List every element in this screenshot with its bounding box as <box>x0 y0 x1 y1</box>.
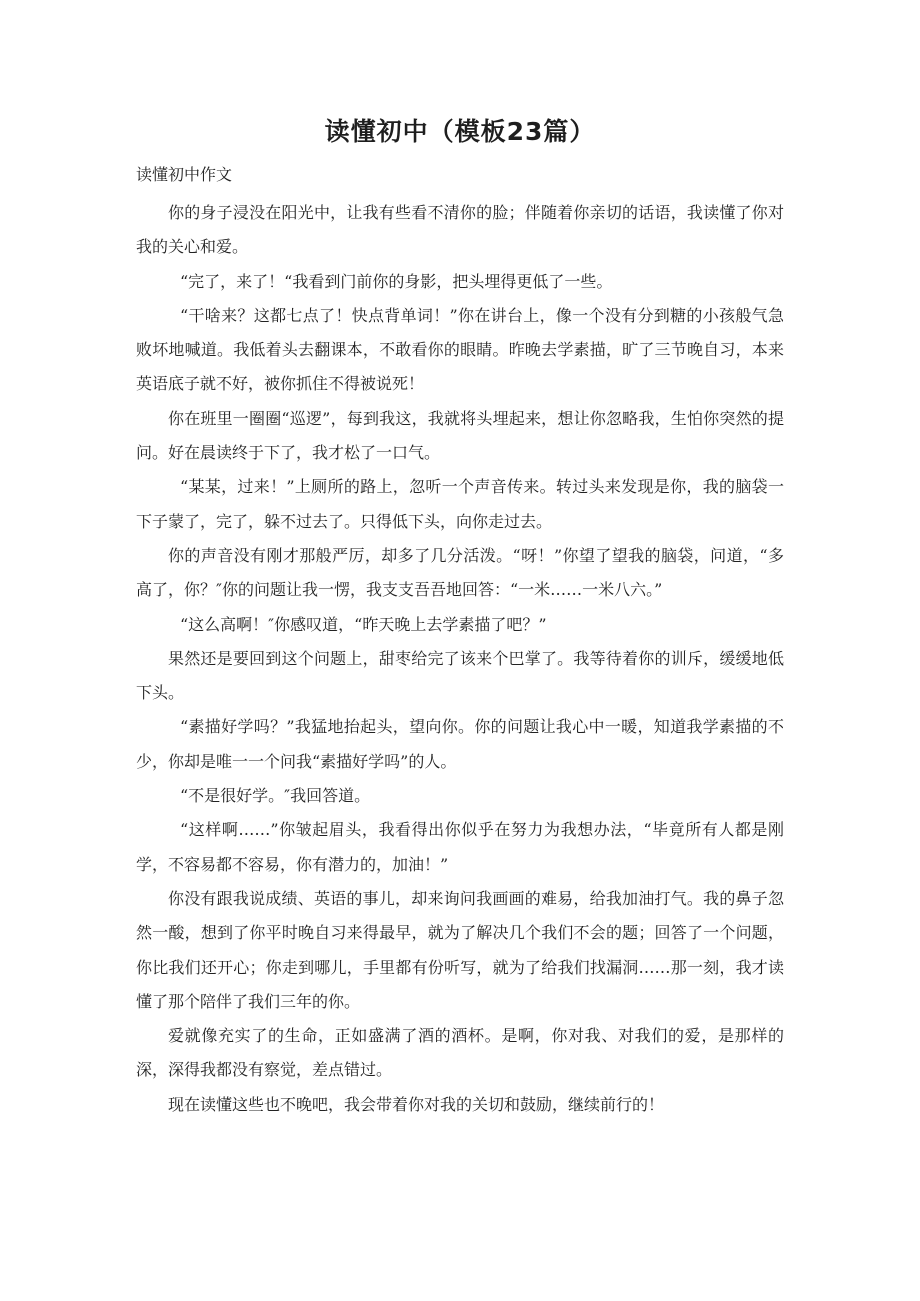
paragraph: 你在班里一圈圈“巡逻”，每到我这，我就将头埋起来，想让你忽略我，生怕你突然的提问。好在晨读终于下了，我才松了一口气。 <box>136 408 784 463</box>
paragraph: “素描好学吗？”我猛地抬起头，望向你。你的问题让我心中一暖，知道我学素描的不少，你却是唯一一个问我“素描好学吗”的人。 <box>136 717 784 771</box>
paragraph: 现在读懂这些也不晚吧，我会带着你对我的关切和鼓励，继续前行的！ <box>168 1094 665 1114</box>
paragraph: 你没有跟我说成绩、英语的事儿，却来询问我画画的难易，给我加油打气。我的鼻子忽然一酸，想到了你平时晚自习来得最早，就为了解决几个我们不会的题；回答了一个问题，你比我们还开心；你走到哪儿，手里都有份听写，就为了给我们找漏洞……那一刻，我才读懂了那个陪伴了我们三年的你。 <box>136 888 784 1011</box>
paragraph: “干啥来？这都七点了！快点背单词！”你在讲台上，像一个没有分到糖的小孩般气急败坏地喊道。我低着头去翻课本，不敢看你的眼睛。昨晚去学素描，旷了三节晚自习，本来英语底子就不好，被你抓住不得被说死！ <box>136 305 784 394</box>
paragraph: 你的身子浸没在阳光中，让我有些看不清你的脸；伴随着你亲切的话语，我读懂了你对我的关心和爱。 <box>136 203 784 257</box>
document-subtitle: 读懂初中作文 <box>136 165 233 184</box>
paragraph: “这么高啊！″你感叹道，“昨天晚上去学素描了吧？” <box>180 614 547 634</box>
paragraph: “完了，来了！“我看到门前你的身影，把头埋得更低了一些。 <box>180 271 613 291</box>
paragraph: “这样啊……”你皱起眉头，我看得出你似乎在努力为我想办法，“毕竟所有人都是刚学，不容易都不容易，你有潜力的，加油！” <box>136 820 784 874</box>
paragraph: “不是很好学。″我回答道。 <box>180 786 371 806</box>
paragraph: 爱就像充实了的生命，正如盛满了酒的酒杯。是啊，你对我、对我们的爱，是那样的深，深得我都没有察觉，差点错过。 <box>136 1026 784 1080</box>
paragraph: 果然还是要回到这个问题上，甜枣给完了该来个巴掌了。我等待着你的训斥，缓缓地低下头。 <box>136 648 784 703</box>
document-title: 读懂初中（模板23篇） <box>324 117 596 146</box>
paragraph: “某某，过来！”上厕所的路上，忽听一个声音传来。转过头来发现是你，我的脑袋一下子蒙了，完了，躲不过去了。只得低下头，向你走过去。 <box>136 477 784 531</box>
document-body <box>136 196 784 1122</box>
paragraph: 你的声音没有刚才那般严厉，却多了几分活泼。“呀！”你望了望我的脑袋，问道，“多高了，你？″你的问题让我一愣，我支支吾吾地回答：“一米……一米八六。” <box>136 545 784 600</box>
